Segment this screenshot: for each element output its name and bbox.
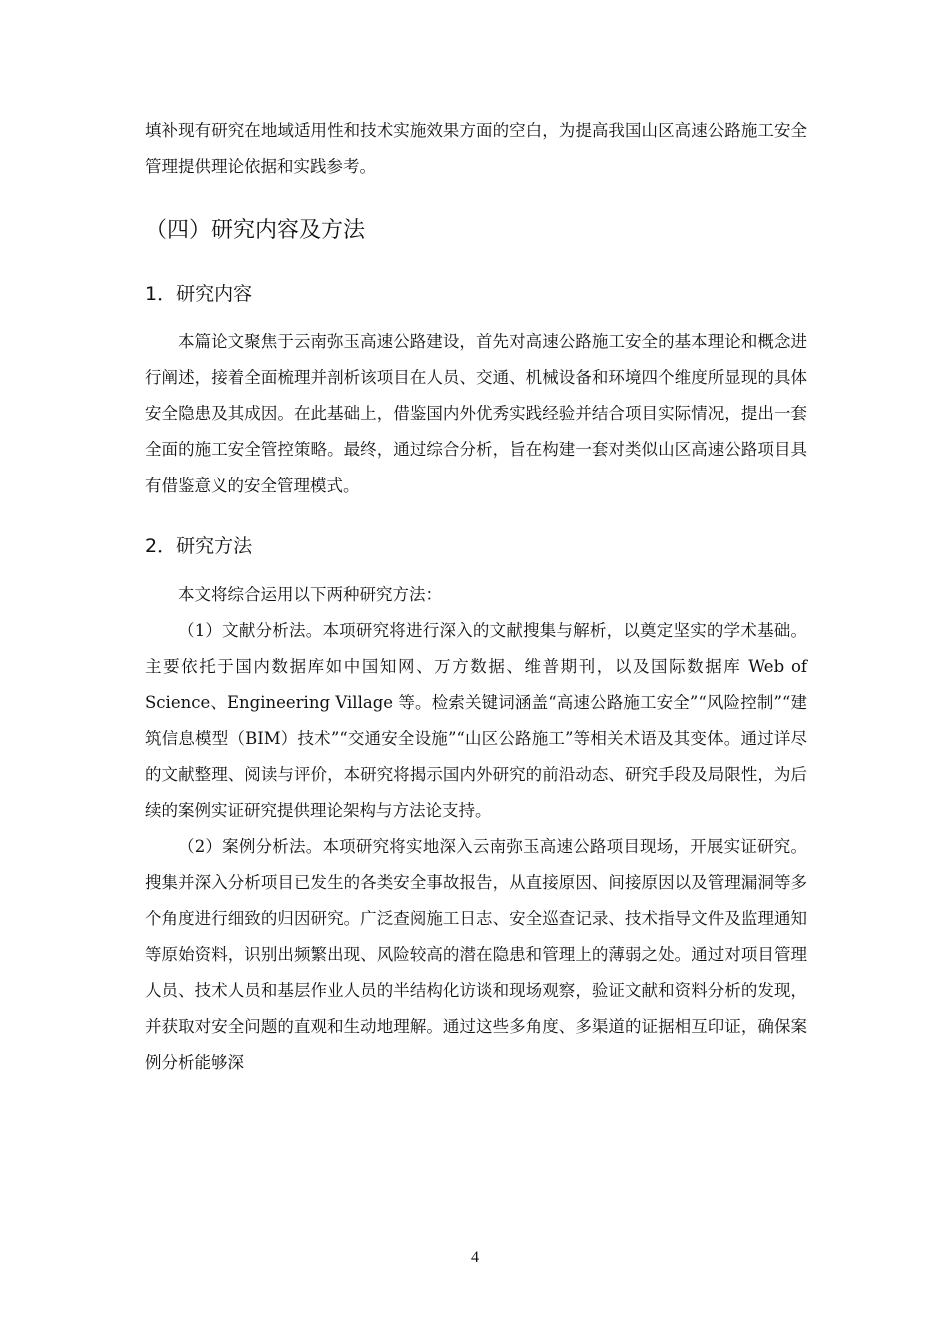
- method-case-analysis: （2）案例分析法。本项研究将实地深入云南弥玉高速公路项目现场，开展实证研究。搜集并深入分析项目已发生的各类安全事故报告，从直接原因、间接原因以及管理漏洞等多个角度进行细致的归因研究。广泛查阅施工日志、安全巡查记录、技术指导文件及监理通知等原始资料，识别出频繁出现、风险较高的潜在隐患和管理上的薄弱之处。通过对项目管理人员、技术人员和基层作业人员的半结构化访谈和现场观察，验证文献和资料分析的发现，并获取对安全问题的直观和生动地理解。通过这些多角度、多渠道的证据相互印证，确保案例分析能够深: [145, 837, 807, 1072]
- method-literature-analysis: （1）文献分析法。本项研究将进行深入的文献搜集与解析，以奠定坚实的学术基础。主要依托于国内数据库如中国知网、万方数据、维普期刊，以及国际数据库 Web of Science、Engineering Village 等。检索关键词涵盖“高速公路施工安全”“风险控制”“建筑信息模型（BIM）技术”“交通安全设施”“山区公路施工”等相关术语及其变体。通过详尽的文献整理、阅读与评价，本研究将揭示国内外研究的前沿动态、研究手段及局限性，为后续的案例实证研究提供理论架构与方法论支持。: [145, 621, 807, 820]
- subsection-heading-research-content: 1．研究内容: [145, 283, 253, 305]
- continuation-paragraph: 填补现有研究在地域适用性和技术实施效果方面的空白，为提高我国山区高速公路施工安全管理提供理论依据和实践参考。: [145, 121, 807, 176]
- research-methods-intro: 本文将综合运用以下两种研究方法：: [178, 585, 442, 604]
- page-number: 4: [471, 1249, 479, 1266]
- section-heading: （四）研究内容及方法: [145, 218, 366, 243]
- section-heading-wrapper: [145, 216, 807, 246]
- page-content: [145, 113, 807, 1081]
- subsection-2-heading-wrapper: [145, 532, 807, 560]
- subsection-heading-research-methods: 2．研究方法: [145, 535, 253, 557]
- research-content-paragraph: 本篇论文聚焦于云南弥玉高速公路建设，首先对高速公路施工安全的基本理论和概念进行阐述，接着全面梳理并剖析该项目在人员、交通、机械设备和环境四个维度所显现的具体安全隐患及其成因。在此基础上，借鉴国内外优秀实践经验并结合项目实际情况，提出一套全面的施工安全管控策略。最终，通过综合分析，旨在构建一套对类似山区高速公路项目具有借鉴意义的安全管理模式。: [145, 332, 807, 495]
- subsection-1-heading-wrapper: [145, 280, 807, 308]
